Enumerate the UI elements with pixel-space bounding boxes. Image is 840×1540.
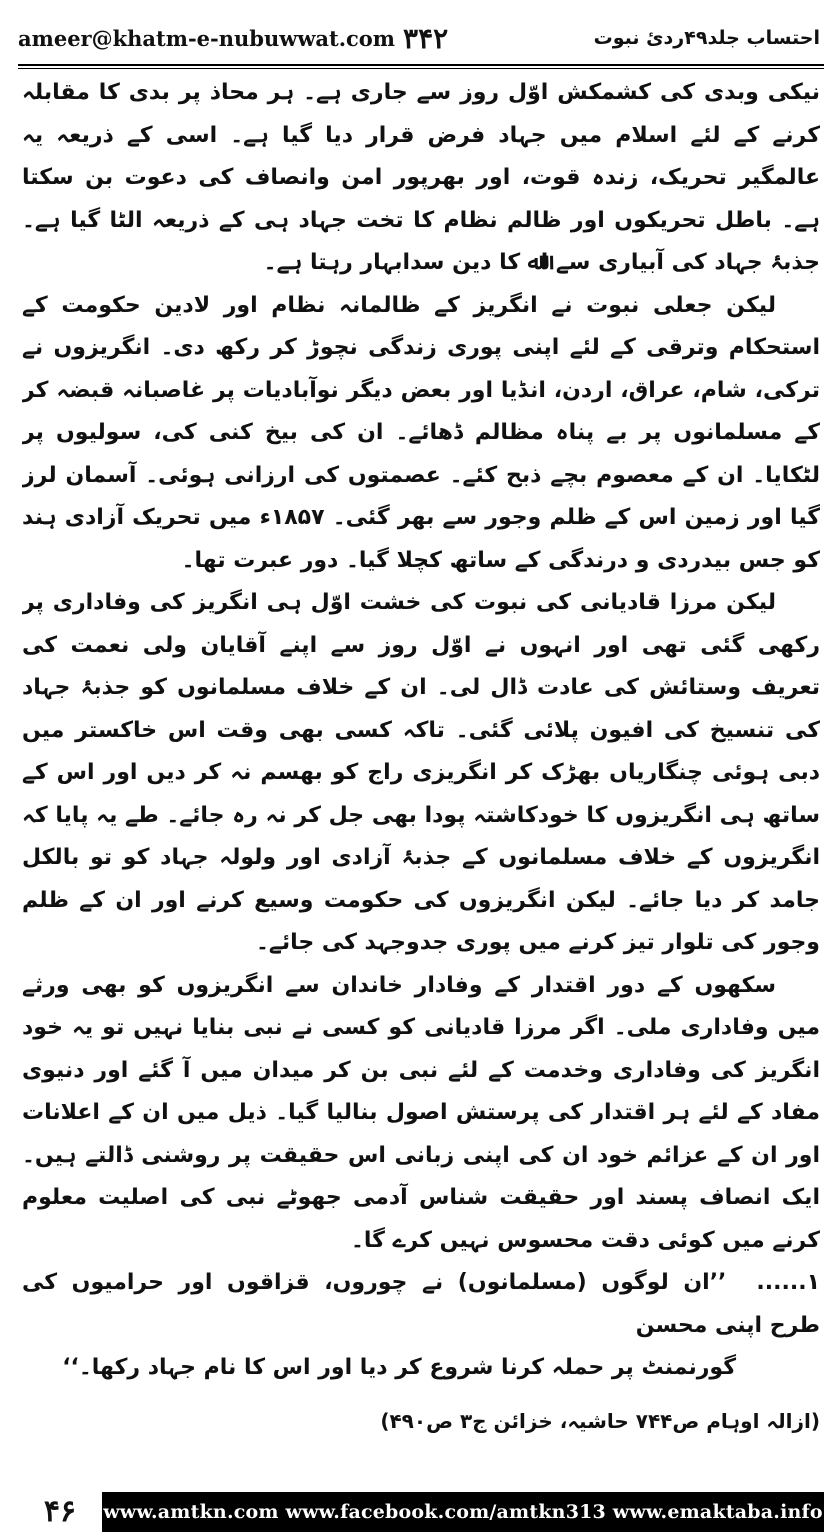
quotation-text-2: گورنمنٹ پر حملہ کرنا شروع کر دیا اور اس کا نام جہاد رکھا۔‘‘ — [62, 1355, 736, 1380]
quotation-text-1: ’’ان لوگوں (مسلمانوں) نے چوروں، قزاقوں اور حرامیوں کی طرح اپنی محسن — [22, 1270, 820, 1338]
header-left — [18, 22, 448, 55]
header-divider-thin — [18, 68, 824, 69]
header-page-number: ۳۴۲ — [403, 21, 449, 55]
paragraph-1: نیکی وبدی کی کشمکش اوّل روز سے جاری ہے۔ ہر محاذ پر بدی کا مقابلہ کرنے کے لئے اسلام میں جہاد فرض قرار دیا گیا ہے۔ اسی کے ذریعہ یہ عالمگیر تحریک، زندہ قوت، اور بھرپور امن وانصاف کی دعوت بن سکتا ہے۔ باطل تحریکوں اور ظالم نظام کا تخت جہاد ہی کے ذریعہ الٹا گیا ہے۔ جذبۂ جہاد کی آبیاری سے اﷲ کا دین سدابہار رہتا ہے۔ — [22, 80, 820, 275]
page-body — [22, 72, 820, 1452]
header-divider — [18, 64, 824, 66]
paragraph-3: لیکن مرزا قادیانی کی نبوت کی خشت اوّل ہی انگریز کی وفاداری پر رکھی گئی تھی اور انہوں نے اوّل روز سے اپنے آقایان ولی نعمت کی تعریف وستائش کی عادت ڈال لی۔ ان کے خلاف مسلمانوں کو جذبۂ جہاد کی تنسیخ کی افیون پلائی گئی۔ تاکہ کسی بھی وقت اس خاکستر میں دبی ہوئی چنگاریاں بھڑک کر انگریزی راج کو بھسم نہ کر دیں اور اس کے ساتھ ہی انگریزوں کا خودکاشتہ پودا بھی جل کر نہ رہ جائے۔ طے یہ پایا کہ انگریزوں کے خلاف مسلمانوں کے جذبۂ آزادی اور ولولہ جہاد کو تو بالکل جامد کر دیا جائے۔ لیکن انگریزوں کی حکومت وسیع کرنے اور ان کے ظلم وجور کی تلوار تیز کرنے میں پوری جدوجہد کی جائے۔ — [22, 590, 820, 955]
paragraph-2: لیکن جعلی نبوت نے انگریز کے ظالمانہ نظام اور لادین حکومت کے استحکام وترقی کے لئے اپنی پوری زندگی نچوڑ کر رکھ دی۔ انگریزوں نے ترکی، شام، عراق، اردن، انڈیا اور بعض دیگر نوآبادیات پر غاصبانہ قبضہ کر کے مسلمانوں پر بے پناہ مظالم ڈھائے۔ ان کی بیخ کنی کی، سولیوں پر لٹکایا۔ ان کے معصوم بچے ذبح کئے۔ عصمتوں کی ارزانی ہوئی۔ آسمان لرز گیا اور زمین اس کے ظلم وجور سے بھر گئی۔ ۱۸۵۷ء میں تحریک آزادی ہند کو جس بیدردی و درندگی کے ساتھ کچلا گیا۔ دور عبرت تھا۔ — [22, 292, 820, 573]
paragraph-4: سکھوں کے دور اقتدار کے وفادار خاندان سے انگریزوں کو بھی ورثے میں وفاداری ملی۔ اگر مرزا قادیانی کو کسی نے نبی بنایا نہیں تو یہ خود انگریز کی وفاداری وخدمت کے لئے نبی بن کر میدان میں آ گئے اور دنیوی مفاد کے لئے ہر اقتدار کی پرستش اصول بنالیا گیا۔ ذیل میں ان کے اعلانات اور ان کے عزائم خود ان کی اپنی زبانی اس حقیقت پر روشنی ڈالتے ہیں۔ ایک انصاف پسند اور حقیقت شناس آدمی جھوٹے نبی کی اصلیت معلوم کرنے میں کوئی دقت محسوس نہیں کرے گا۔ — [22, 972, 820, 1253]
quotation-marker: ۱...... — [756, 1270, 820, 1295]
header-book-title: احتساب جلد۴۹ردئ نبوت — [593, 27, 820, 49]
page-footer — [18, 1488, 824, 1534]
footer-links-bar: www.amtkn.com www.facebook.com/amtkn313 www.emaktaba.info — [102, 1492, 824, 1532]
quotation-first-line — [22, 1262, 820, 1347]
header-email: ameer@khatm-e-nubuwwat.com — [18, 25, 396, 51]
footer-page-number: ۴۶ — [18, 1489, 102, 1533]
source-reference: (ازالہ اوہام ص۷۴۴ حاشیہ، خزائن ج۳ ص۴۹۰) — [380, 1408, 820, 1433]
page-header — [18, 18, 824, 58]
document-page — [18, 0, 824, 1540]
quotation-block — [22, 1262, 820, 1390]
